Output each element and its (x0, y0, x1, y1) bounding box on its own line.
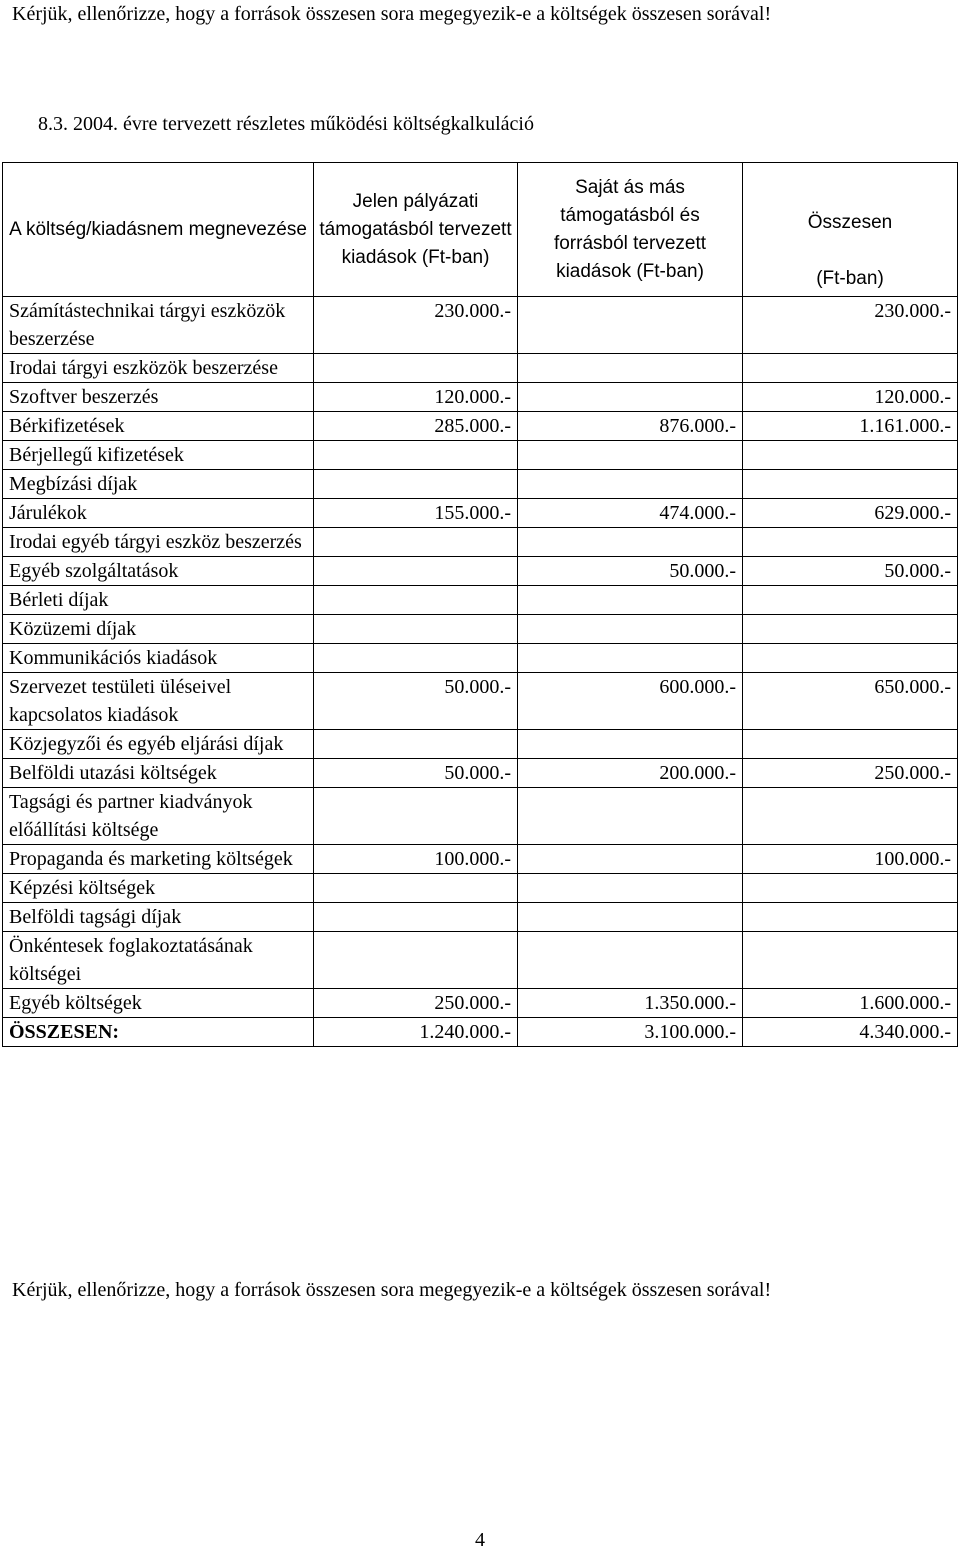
cell-own (518, 845, 743, 874)
cell-current (314, 903, 518, 932)
cell-current (314, 586, 518, 615)
cell-current (314, 441, 518, 470)
cell-own (518, 932, 743, 989)
page-number: 4 (475, 1529, 485, 1551)
cell-name: Számítástechnikai tárgyi eszközök beszerzése (3, 297, 314, 354)
cell-total: 100.000.- (743, 845, 958, 874)
table-row (3, 297, 958, 354)
cell-name: Bérleti díjak (3, 586, 314, 615)
cell-current: 120.000.- (314, 383, 518, 412)
cell-current (314, 528, 518, 557)
cell-total: 230.000.- (743, 297, 958, 354)
cell-total (743, 730, 958, 759)
cell-total: 4.340.000.- (743, 1018, 958, 1047)
table-header-row (3, 163, 958, 297)
table-row (3, 528, 958, 557)
header-total-unit: (Ft-ban) (816, 268, 884, 289)
cost-table (2, 162, 958, 1047)
cell-total (743, 788, 958, 845)
cell-own (518, 874, 743, 903)
cell-own (518, 528, 743, 557)
cell-current: 50.000.- (314, 673, 518, 730)
cell-name: Szoftver beszerzés (3, 383, 314, 412)
cell-name: Önkéntesek foglakoztatásának költségei (3, 932, 314, 989)
cell-total: 629.000.- (743, 499, 958, 528)
cell-current: 285.000.- (314, 412, 518, 441)
table-row (3, 470, 958, 499)
cell-current: 50.000.- (314, 759, 518, 788)
cell-current (314, 354, 518, 383)
cell-total (743, 903, 958, 932)
cell-total (743, 528, 958, 557)
cell-current: 230.000.- (314, 297, 518, 354)
cell-current (314, 644, 518, 673)
table-row (3, 615, 958, 644)
table-row (3, 586, 958, 615)
cell-own (518, 586, 743, 615)
cell-current: 155.000.- (314, 499, 518, 528)
cell-name: Tagsági és partner kiadványok előállítási költsége (3, 788, 314, 845)
cell-name: ÖSSZESEN: (3, 1018, 314, 1047)
cell-total (743, 644, 958, 673)
cell-current (314, 615, 518, 644)
cell-name: Bérkifizetések (3, 412, 314, 441)
cell-name: Bérjellegű kifizetések (3, 441, 314, 470)
cell-name: Irodai tárgyi eszközök beszerzése (3, 354, 314, 383)
cell-total (743, 354, 958, 383)
header-total-label: Összesen (807, 212, 893, 233)
cell-own (518, 354, 743, 383)
table-row (3, 383, 958, 412)
cell-own (518, 788, 743, 845)
cell-total (743, 615, 958, 644)
cell-own (518, 470, 743, 499)
table-row (3, 932, 958, 989)
cell-name: Megbízási díjak (3, 470, 314, 499)
table-row (3, 441, 958, 470)
cell-name: Járulékok (3, 499, 314, 528)
cell-own (518, 297, 743, 354)
cell-current: 1.240.000.- (314, 1018, 518, 1047)
cell-total: 250.000.- (743, 759, 958, 788)
cell-current: 100.000.- (314, 845, 518, 874)
cell-total: 120.000.- (743, 383, 958, 412)
cell-own: 200.000.- (518, 759, 743, 788)
total-row (3, 1018, 958, 1047)
cell-current: 250.000.- (314, 989, 518, 1018)
cell-name: Irodai egyéb tárgyi eszköz beszerzés (3, 528, 314, 557)
table-row (3, 673, 958, 730)
cell-name: Kommunikációs kiadások (3, 644, 314, 673)
section-title: 8.3. 2004. évre tervezett részletes működési költségkalkuláció (38, 113, 534, 135)
cell-name: Belföldi utazási költségek (3, 759, 314, 788)
cell-total (743, 874, 958, 903)
cell-own (518, 615, 743, 644)
cell-name: Képzési költségek (3, 874, 314, 903)
cell-total (743, 932, 958, 989)
intro-note: Kérjük, ellenőrizze, hogy a források összesen sora megegyezik-e a költségek összesen sorával! (12, 3, 772, 25)
cell-name: Belföldi tagsági díjak (3, 903, 314, 932)
table-row (3, 989, 958, 1018)
table-row (3, 730, 958, 759)
cell-name: Egyéb költségek (3, 989, 314, 1018)
table-row (3, 845, 958, 874)
cell-total: 50.000.- (743, 557, 958, 586)
cell-current (314, 730, 518, 759)
cell-total (743, 586, 958, 615)
cell-name: Egyéb szolgáltatások (3, 557, 314, 586)
table-row (3, 557, 958, 586)
cell-own (518, 644, 743, 673)
table-row (3, 759, 958, 788)
cell-own (518, 730, 743, 759)
header-total (743, 163, 958, 297)
cell-own (518, 383, 743, 412)
table-row (3, 354, 958, 383)
cell-own (518, 903, 743, 932)
header-own: Saját ás más támogatásból és forrásból tervezett kiadások (Ft-ban) (518, 163, 743, 297)
table-row (3, 788, 958, 845)
cell-current (314, 932, 518, 989)
cell-total (743, 470, 958, 499)
table-row (3, 903, 958, 932)
cell-name: Közjegyzői és egyéb eljárási díjak (3, 730, 314, 759)
table-row (3, 874, 958, 903)
cell-total: 650.000.- (743, 673, 958, 730)
cell-own: 600.000.- (518, 673, 743, 730)
cell-own: 1.350.000.- (518, 989, 743, 1018)
cell-current (314, 874, 518, 903)
table-body (3, 297, 958, 1047)
cell-name: Szervezet testületi üléseivel kapcsolatos kiadások (3, 673, 314, 730)
cell-total: 1.600.000.- (743, 989, 958, 1018)
cell-total (743, 441, 958, 470)
cell-own: 876.000.- (518, 412, 743, 441)
table-row (3, 412, 958, 441)
cell-own (518, 441, 743, 470)
cell-current (314, 788, 518, 845)
cell-current (314, 557, 518, 586)
table-row (3, 644, 958, 673)
cell-name: Propaganda és marketing költségek (3, 845, 314, 874)
cell-current (314, 470, 518, 499)
outro-note: Kérjük, ellenőrizze, hogy a források összesen sora megegyezik-e a költségek összesen sorával! (12, 1279, 772, 1301)
cell-own: 50.000.- (518, 557, 743, 586)
cell-name: Közüzemi díjak (3, 615, 314, 644)
cell-own: 3.100.000.- (518, 1018, 743, 1047)
header-current: Jelen pályázati támogatásból tervezett kiadások (Ft-ban) (314, 163, 518, 297)
cell-own: 474.000.- (518, 499, 743, 528)
header-name: A költség/kiadásnem megnevezése (3, 163, 314, 297)
cell-total: 1.161.000.- (743, 412, 958, 441)
table-row (3, 499, 958, 528)
